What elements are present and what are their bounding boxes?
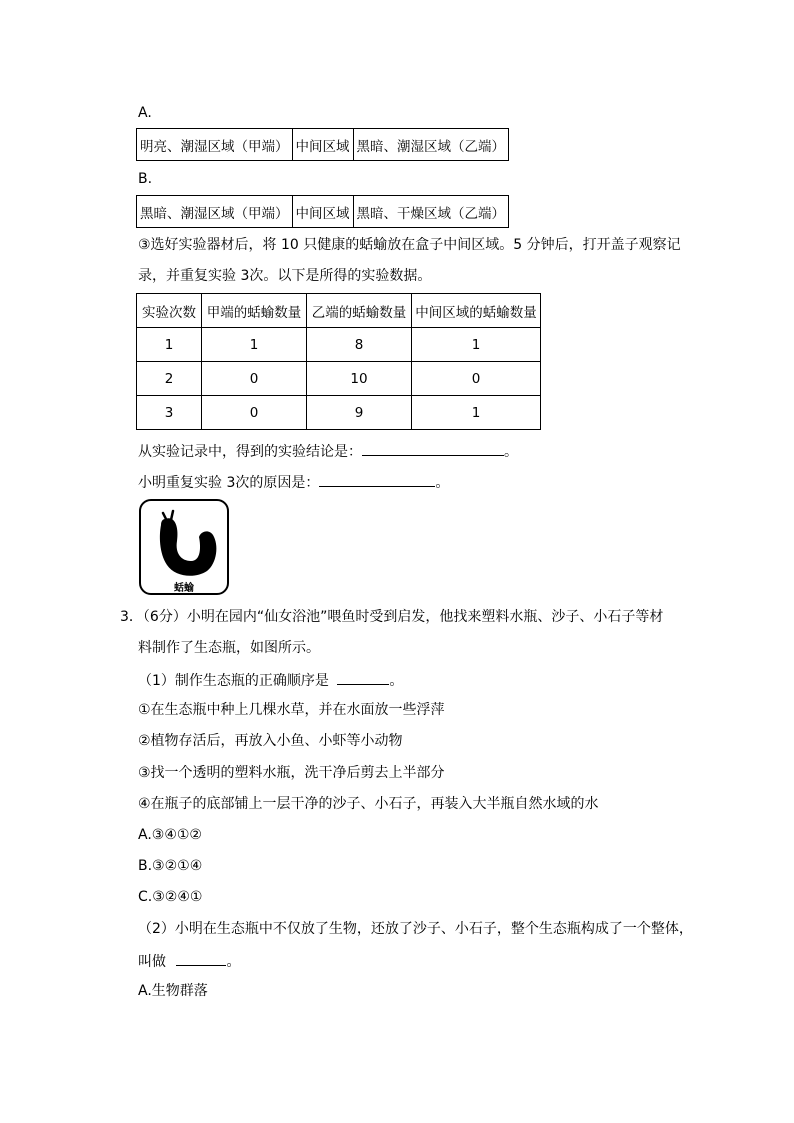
option-a-cell: 黑暗、潮湿区域（乙端）	[353, 129, 509, 161]
q3-sub2-text: 叫做	[138, 954, 166, 970]
choice-a: A.③④①②	[138, 827, 202, 843]
q3-sub1-text: （1）制作生态瓶的正确顺序是	[138, 673, 329, 689]
option-b-cell: 黑暗、干燥区域（乙端）	[353, 196, 509, 228]
choice-b: B.③②①④	[138, 858, 203, 874]
experiment-table	[136, 293, 541, 430]
table-cell: 1	[412, 396, 541, 430]
conclusion-blank[interactable]	[362, 443, 504, 456]
step-item: ④在瓶子的底部铺上一层干净的沙子、小石子，再装入大半瓶自然水域的水	[138, 796, 599, 812]
choice-c: C.③②④①	[138, 889, 203, 905]
slug-image	[139, 499, 229, 595]
q3-line1: 3．（6分）小明在园内“仙女浴池”喂鱼时受到启发，他找来塑料水瓶、沙子、小石子等材	[120, 609, 664, 625]
table-cell: 9	[307, 396, 412, 430]
repeat-end: 。	[435, 475, 450, 491]
q3-sub1	[138, 672, 403, 688]
table-header: 甲端的蛞蝓数量	[202, 294, 307, 328]
repeat-prompt: 小明重复实验 3次的原因是：	[138, 475, 320, 491]
table-cell: 1	[412, 328, 541, 362]
conclusion-line	[138, 443, 518, 459]
step3-line2: 录，并重复实验 3次。以下是所得的实验数据。	[138, 268, 432, 284]
table-cell: 0	[412, 362, 541, 396]
q3-sub1-blank[interactable]	[337, 672, 389, 685]
q3-sub1-end: 。	[389, 673, 404, 689]
option-b-table	[136, 195, 509, 228]
table-cell: 1	[137, 328, 202, 362]
option-a-table	[136, 128, 509, 161]
table-cell: 8	[307, 328, 412, 362]
step-item: ②植物存活后，再放入小鱼、小虾等小动物	[138, 733, 403, 749]
conclusion-end: 。	[504, 444, 518, 460]
option-a-cell: 明亮、潮湿区域（甲端）	[137, 129, 293, 161]
repeat-blank[interactable]	[319, 474, 435, 487]
q3-sub2-line1: （2）小明在生态瓶中不仅放了生物，还放了沙子、小石子，整个生态瓶构成了一个整体，	[138, 921, 693, 937]
option-b-cell: 中间区域	[292, 196, 353, 228]
table-cell: 1	[202, 328, 307, 362]
option-b-label: B.	[138, 171, 153, 187]
table-cell: 10	[307, 362, 412, 396]
q3-sub2-blank[interactable]	[176, 953, 226, 966]
slug-icon	[149, 505, 223, 579]
table-cell: 3	[137, 396, 202, 430]
q3-sub2-line2	[138, 953, 240, 969]
step3-line1: ③选好实验器材后，将 10 只健康的蛞蝓放在盒子中间区域。5 分钟后，打开盖子观察记	[138, 237, 681, 253]
table-row	[137, 328, 541, 362]
table-header: 中间区域的蛞蝓数量	[412, 294, 541, 328]
repeat-line	[138, 474, 449, 490]
sub2-choice-a: A.生物群落	[138, 983, 208, 999]
step-item: ①在生态瓶中种上几棵水草，并在水面放一些浮萍	[138, 702, 445, 718]
table-cell: 0	[202, 396, 307, 430]
table-header: 乙端的蛞蝓数量	[307, 294, 412, 328]
table-cell: 2	[137, 362, 202, 396]
table-cell: 0	[202, 362, 307, 396]
table-row	[137, 396, 541, 430]
option-a-cell: 中间区域	[292, 129, 353, 161]
step-item: ③找一个透明的塑料水瓶，洗干净后剪去上半部分	[138, 765, 445, 781]
slug-caption: 蛞蝓	[174, 583, 194, 594]
option-a-label: A.	[138, 105, 152, 121]
table-row	[137, 362, 541, 396]
table-header-row	[137, 294, 541, 328]
conclusion-prompt: 从实验记录中，得到的实验结论是：	[138, 444, 362, 460]
q3-sub2-end: 。	[226, 954, 241, 970]
table-header: 实验次数	[137, 294, 202, 328]
option-b-cell: 黑暗、潮湿区域（甲端）	[137, 196, 293, 228]
q3-line2: 料制作了生态瓶，如图所示。	[138, 640, 320, 656]
